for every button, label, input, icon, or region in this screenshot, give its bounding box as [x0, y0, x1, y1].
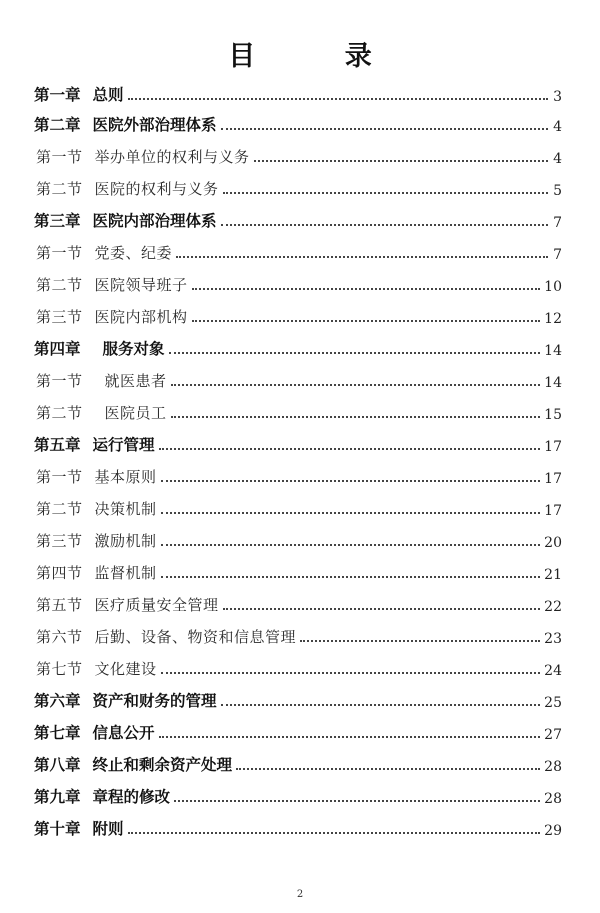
toc-entry-number: 第一节 — [36, 372, 83, 390]
toc-entry-page: 17 — [544, 503, 562, 519]
toc-entry[interactable] — [36, 457, 562, 487]
toc-entry[interactable] — [34, 425, 562, 455]
toc-entry-label — [36, 178, 219, 199]
toc-entry-page: 4 — [553, 119, 562, 135]
toc-entry-label — [34, 817, 124, 839]
toc-entry-label — [36, 594, 219, 615]
toc-entry[interactable] — [34, 75, 562, 105]
toc-entry-number: 第三节 — [36, 308, 83, 326]
toc-entry-label — [36, 242, 172, 263]
toc-dot-leader — [192, 319, 541, 322]
toc-dot-leader — [171, 383, 541, 386]
toc-entry-label — [34, 785, 170, 807]
toc-entry[interactable] — [34, 329, 562, 359]
toc-entry-label — [34, 83, 124, 105]
toc-dot-leader — [161, 543, 541, 546]
toc-entry-label — [36, 530, 157, 551]
toc-entry-number: 第二节 — [36, 404, 83, 422]
toc-entry-page: 14 — [544, 343, 562, 359]
toc-entry-page: 12 — [544, 311, 562, 327]
toc-entry-text: 医院内部机构 — [94, 308, 188, 326]
toc-entry[interactable] — [36, 585, 562, 615]
toc-entry-label — [34, 209, 217, 231]
toc-entry-label — [36, 274, 188, 295]
toc-entry-label — [36, 402, 167, 423]
toc-dot-leader — [236, 767, 540, 770]
toc-entry[interactable] — [34, 713, 562, 743]
toc-entry-number: 第一节 — [36, 148, 83, 166]
toc-entry-text: 服务对象 — [102, 340, 165, 358]
toc-entry-text: 医院外部治理体系 — [92, 116, 217, 134]
toc-dot-leader — [221, 703, 541, 706]
toc-dot-leader — [221, 127, 548, 130]
toc-entry[interactable] — [36, 169, 562, 199]
toc-entry-number: 第五节 — [36, 596, 83, 614]
toc-entry-label — [36, 466, 157, 487]
toc-entry-label — [36, 626, 296, 647]
toc-entry-page: 22 — [544, 599, 562, 615]
toc-entry-number: 第一节 — [36, 244, 83, 262]
toc-entry-label — [36, 146, 250, 167]
toc-entry-page: 17 — [544, 439, 562, 455]
toc-entry-number: 第九章 — [34, 788, 81, 806]
toc-entry-page: 20 — [544, 535, 562, 551]
toc-entry-number: 第三章 — [34, 212, 81, 230]
toc-entry-label — [34, 753, 232, 775]
toc-dot-leader — [174, 799, 540, 802]
toc-entry-text: 医院员工 — [104, 404, 167, 422]
toc-entry-number: 第一章 — [34, 86, 81, 104]
toc-entry-page: 27 — [544, 727, 562, 743]
toc-entry-text: 附则 — [92, 820, 124, 838]
toc-entry[interactable] — [36, 553, 562, 583]
toc-entry-text: 激励机制 — [94, 532, 157, 550]
toc-entry-label — [34, 689, 217, 711]
toc-entry-number: 第五章 — [34, 436, 81, 454]
page-number-footer: 2 — [296, 889, 304, 900]
toc-entry-number: 第七章 — [34, 724, 81, 742]
toc-entry-page: 23 — [544, 631, 562, 647]
toc-entry-label — [36, 498, 157, 519]
toc-entry-page: 7 — [553, 247, 562, 263]
toc-entry[interactable] — [36, 233, 562, 263]
toc-entry-page: 7 — [553, 215, 562, 231]
toc-entry-number: 第六章 — [34, 692, 81, 710]
toc-entry[interactable] — [34, 745, 562, 775]
toc-entry[interactable] — [34, 105, 562, 135]
toc-dot-leader — [221, 223, 548, 226]
toc-dot-leader — [161, 479, 541, 482]
toc-dot-leader — [161, 575, 541, 578]
toc-dot-leader — [159, 735, 541, 738]
toc-dot-leader — [254, 159, 548, 162]
toc-dot-leader — [171, 415, 541, 418]
toc-entry-number: 第七节 — [36, 660, 83, 678]
toc-dot-leader — [128, 97, 548, 100]
toc-dot-leader — [159, 447, 541, 450]
toc-entry[interactable] — [34, 681, 562, 711]
toc-entry-text: 文化建设 — [94, 660, 157, 678]
toc-entry-number: 第二章 — [34, 116, 81, 134]
toc-entry[interactable] — [36, 265, 562, 295]
toc-entry-page: 28 — [544, 759, 562, 775]
toc-entry-label — [34, 721, 155, 743]
toc-entry-text: 基本原则 — [94, 468, 157, 486]
toc-dot-leader — [169, 351, 541, 354]
toc-entry-text: 医院内部治理体系 — [92, 212, 217, 230]
toc-entry-number: 第二节 — [36, 180, 83, 198]
toc-entry-page: 29 — [544, 823, 562, 839]
toc-entry-label — [36, 562, 157, 583]
toc-entry[interactable] — [36, 393, 562, 423]
toc-entry[interactable] — [36, 137, 562, 167]
toc-entry-label — [36, 658, 157, 679]
toc-entry-number: 第四节 — [36, 564, 83, 582]
toc-entry[interactable] — [36, 297, 562, 327]
toc-entry-label — [36, 370, 167, 391]
toc-dot-leader — [161, 671, 541, 674]
toc-entry-page: 24 — [544, 663, 562, 679]
toc-entry-number: 第二节 — [36, 276, 83, 294]
toc-title: 目 录 — [228, 41, 412, 72]
toc-entry-text: 党委、纪委 — [94, 244, 173, 262]
toc-entry-text: 运行管理 — [92, 436, 155, 454]
toc-entry-text: 医疗质量安全管理 — [94, 596, 219, 614]
toc-entry-text: 医院的权利与义务 — [94, 180, 219, 198]
toc-entry-text: 后勤、设备、物资和信息管理 — [94, 628, 297, 646]
toc-entry[interactable] — [34, 201, 562, 231]
toc-dot-leader — [192, 287, 541, 290]
toc-entry[interactable] — [36, 489, 562, 519]
toc-dot-leader — [161, 511, 541, 514]
toc-entry-number: 第八章 — [34, 756, 81, 774]
toc-entry-text: 监督机制 — [94, 564, 157, 582]
toc-entry-number: 第一节 — [36, 468, 83, 486]
toc-entry-page: 25 — [544, 695, 562, 711]
toc-dot-leader — [223, 607, 541, 610]
toc-entry[interactable] — [34, 777, 562, 807]
toc-dot-leader — [223, 191, 548, 194]
toc-entry-text: 决策机制 — [94, 500, 157, 518]
toc-entry-page: 15 — [544, 407, 562, 423]
toc-entry-number: 第三节 — [36, 532, 83, 550]
toc-entry-label — [34, 113, 217, 135]
toc-entry-text: 医院领导班子 — [94, 276, 188, 294]
toc-dot-leader — [300, 639, 540, 642]
toc-entry-text: 信息公开 — [92, 724, 155, 742]
toc-entry-page: 14 — [544, 375, 562, 391]
toc-entry-page: 4 — [553, 151, 562, 167]
toc-entry-text: 总则 — [92, 86, 124, 104]
toc-entry-number: 第六节 — [36, 628, 83, 646]
toc-entry-text: 资产和财务的管理 — [92, 692, 217, 710]
toc-entry[interactable] — [36, 649, 562, 679]
toc-entry-page: 3 — [553, 89, 562, 105]
toc-entry-number: 第十章 — [34, 820, 81, 838]
toc-entry[interactable] — [36, 521, 562, 551]
toc-entry-text: 终止和剩余资产处理 — [92, 756, 233, 774]
toc-entry[interactable] — [34, 809, 562, 839]
toc-entry-page: 10 — [544, 279, 562, 295]
toc-entry-page: 5 — [553, 183, 562, 199]
toc-entry-number: 第二节 — [36, 500, 83, 518]
toc-dot-leader — [176, 255, 548, 258]
toc-entry-label — [34, 337, 165, 359]
toc-entry-label — [36, 306, 188, 327]
toc-entry-number: 第四章 — [34, 340, 81, 358]
toc-entry-text: 章程的修改 — [92, 788, 171, 806]
toc-entry-page: 17 — [544, 471, 562, 487]
toc-entry-label — [34, 433, 155, 455]
toc-entry[interactable] — [36, 361, 562, 391]
toc-entry-text: 举办单位的权利与义务 — [94, 148, 250, 166]
toc-entry-page: 21 — [544, 567, 562, 583]
toc-entry-page: 28 — [544, 791, 562, 807]
toc-dot-leader — [128, 831, 541, 834]
toc-entry-text: 就医患者 — [104, 372, 167, 390]
toc-entry[interactable] — [36, 617, 562, 647]
